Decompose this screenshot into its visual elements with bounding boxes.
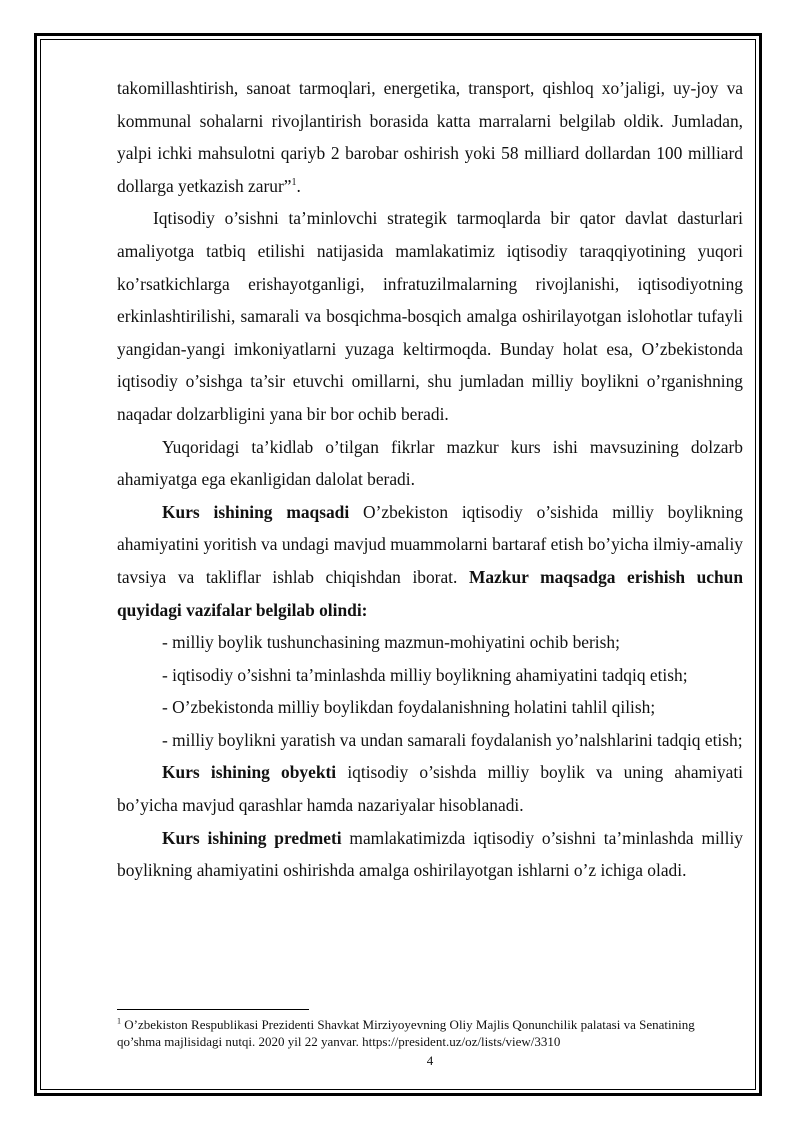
tasks-intro: Mazkur maqsadga erishish uchun quyidagi vazifalar belgilab olindi: bbox=[117, 566, 743, 620]
footnote-reference[interactable]: 1 bbox=[291, 176, 297, 188]
task-item: - O’zbekistonda milliy boylikdan foydalanishning holatini tahlil qilish; bbox=[162, 697, 656, 718]
task-item: - milliy boylikni yaratish va undan samarali foydalanish yo’nalshlarini tadqiq etish; bbox=[162, 729, 743, 750]
subject-heading: Kurs ishining predmeti bbox=[162, 827, 342, 848]
paragraph-object bbox=[117, 756, 743, 821]
task-item: - milliy boylik tushunchasining mazmun-mohiyatini ochib berish; bbox=[162, 632, 620, 653]
paragraph-tail: . bbox=[296, 175, 301, 196]
paragraph-text: takomillashtirish, sanoat tarmoqlari, energetika, transport, qishloq xo’jaligi, uy-joy va kommunal sohalarni rivojlantirish borasida katta marralarni belgilab oldik. Jumladan, yalpi ichki mahsulotni qariyb 2 barobar oshirish yoki 58 milliard dollardan 100 milliard dollarga yetkazish zarur” bbox=[117, 78, 743, 196]
goal-heading: Kurs ishining maqsadi bbox=[162, 501, 350, 522]
page-number: 4 bbox=[426, 1053, 434, 1068]
paragraph-intro-quote bbox=[117, 72, 743, 202]
goal-text: O’zbekiston iqtisodiy o’sishida milliy boylikning ahamiyatini yoritish va undagi mavjud muammolarni bartaraf etish bo’yicha ilmiy-amaliy tavsiya va takliflar ishlab chiqishdan iborat. bbox=[117, 501, 743, 587]
paragraph-subject bbox=[117, 822, 743, 887]
footnote-text: O’zbekiston Respublikasi Prezidenti Shavkat Mirziyoyevning Oliy Majlis Qonunchilik palatasi va Senatining qo’shma majlisidagi nutqi. 2020 yil 22 yanvar. https://president.uz/oz/lists/view/3310 bbox=[117, 1017, 695, 1049]
paragraph-goal bbox=[117, 496, 743, 626]
paragraph-economic-growth: Iqtisodiy o’sishni ta’minlovchi strategik tarmoqlarda bir qator davlat dasturlari amaliyotga tatbiq etilishi natijasida mamlakatimiz iqtisodiy taraqqiyotining yuqori ko’rsatkichlarga erishayotganligi, infratuzilmalarning rivojlanishi, iqtisodiyotning erkinlashtirilishi, samarali va bosqichma-bosqich amalga oshirilayotgan islohotlar tufayli yangidan-yangi imkoniyatlarni yuzaga keltirmoqda. Bunday holat esa, O’zbekistonda iqtisodiy o’sishga ta’sir etuvchi omillarni, shu jumladan milliy boylikni o’rganishning naqadar dolzarbligini yana bir bor ochib beradi. bbox=[117, 208, 743, 424]
footnote-mark: 1 bbox=[117, 1016, 121, 1026]
subject-text: mamlakatimizda iqtisodiy o’sishni ta’minlashda milliy boylikning ahamiyatini oshirishda amalga oshirilayotgan ishlarni o’z ichiga oladi. bbox=[117, 827, 743, 881]
object-heading: Kurs ishining obyekti bbox=[162, 762, 337, 783]
footnote-separator bbox=[117, 1009, 309, 1010]
paragraph-relevance: Yuqoridagi ta’kidlab o’tilgan fikrlar mazkur kurs ishi mavsuzining dolzarb ahamiyatga ega ekanligidan dalolat beradi. bbox=[117, 436, 743, 490]
object-text: iqtisodiy o’sishda milliy boylik va uning ahamiyati bo’yicha mavjud qarashlar hamda nazariyalar hisoblanadi. bbox=[117, 762, 743, 816]
footnote bbox=[117, 1016, 727, 1050]
task-item: - iqtisodiy o’sishni ta’minlashda milliy boylikning ahamiyatini tadqiq etish; bbox=[162, 664, 688, 685]
document-body bbox=[117, 72, 743, 887]
